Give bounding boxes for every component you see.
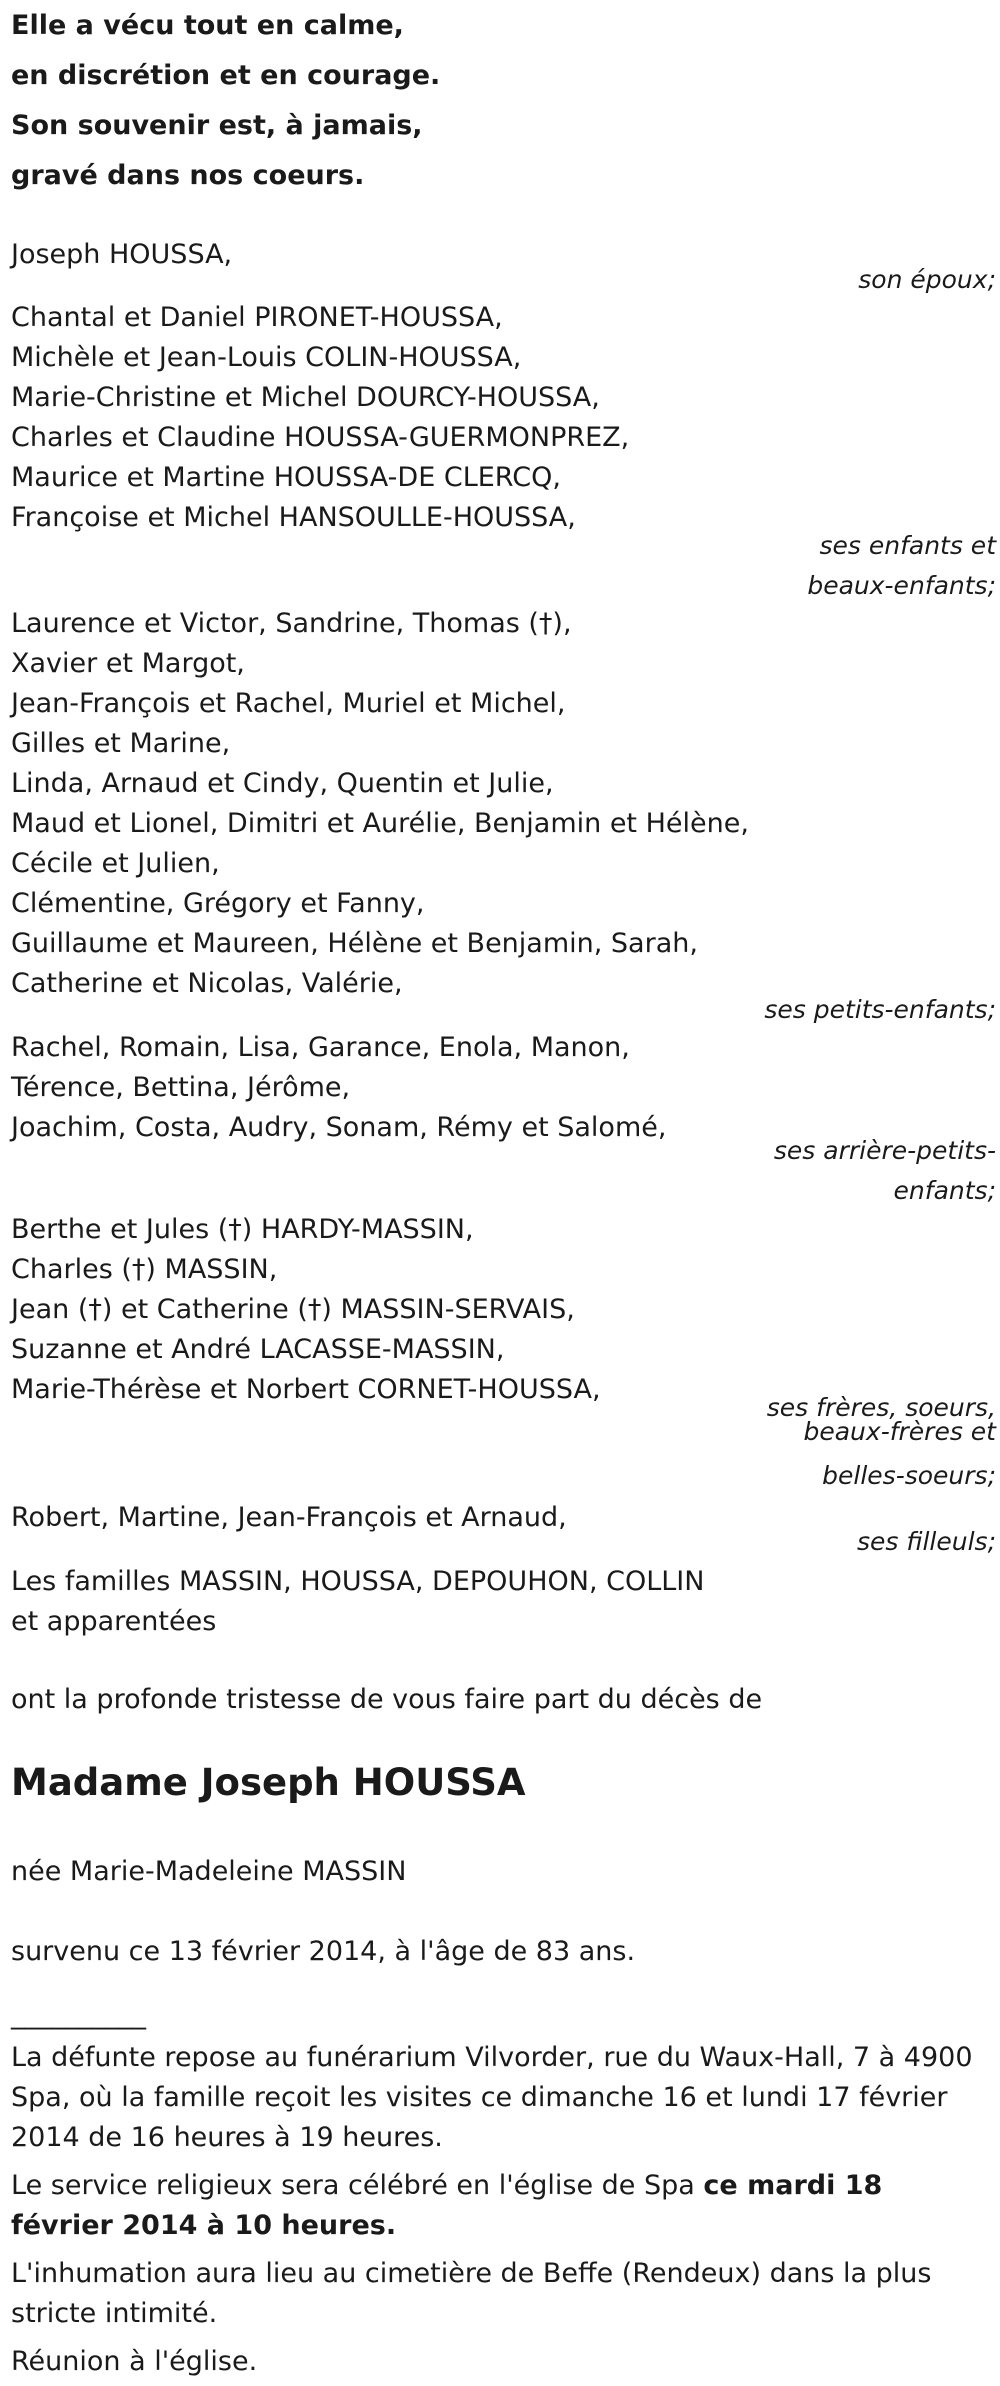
great-grandchildren-name: Rachel, Romain, Lisa, Garance, Enola, Manon, [11, 1032, 630, 1063]
godchildren-relation: ses filleuls; [856, 1527, 996, 1556]
spouse-name: Joseph HOUSSA, [11, 239, 233, 270]
godchildren-name: Robert, Martine, Jean-François et Arnaud, [11, 1502, 567, 1533]
service-date-time: ce mardi 18 février 2014 à 10 heures. [11, 2170, 883, 2241]
service-paragraph [11, 2166, 981, 2246]
grandchildren-name: Cécile et Julien, [11, 848, 220, 879]
children-name: Françoise et Michel HANSOULLE-HOUSSA, [11, 502, 576, 533]
obituary-page [11, 0, 996, 2386]
funerarium-paragraph: La défunte repose au funérarium Vilvorder, rue du Waux-Hall, 7 à 4900 Spa, où la famille reçoit les visites ce dimanche 16 et lundi 17 février 2014 de 16 heures à 19 heures. [11, 2042, 973, 2153]
grandchildren-name: Guillaume et Maureen, Hélène et Benjamin, Sarah, [11, 928, 698, 959]
siblings-name: Charles (†) MASSIN, [11, 1254, 278, 1285]
children-relation: beaux-enfants; [807, 571, 996, 600]
children-name: Michèle et Jean-Louis COLIN-HOUSSA, [11, 342, 522, 373]
maiden-name: née Marie-Madeleine MASSIN [11, 1856, 407, 1887]
grandchildren-name: Jean-François et Rachel, Muriel et Michel, [11, 688, 566, 719]
great-grandchildren-relation: enfants; [893, 1176, 996, 1205]
children-name: Chantal et Daniel PIRONET-HOUSSA, [11, 302, 503, 333]
grandchildren-name: Gilles et Marine, [11, 728, 231, 759]
siblings-name: Jean (†) et Catherine (†) MASSIN-SERVAIS, [11, 1294, 575, 1325]
poem-line: Son souvenir est, à jamais, [11, 110, 423, 141]
siblings-name: Suzanne et André LACASSE-MASSIN, [11, 1334, 505, 1365]
spouse-relation: son époux; [858, 265, 996, 294]
burial-paragraph: L'inhumation aura lieu au cimetière de Beffe (Rendeux) dans la plus stricte intimité. [11, 2258, 932, 2329]
siblings-relation: beaux-frères et [803, 1417, 996, 1446]
grandchildren-name: Maud et Lionel, Dimitri et Aurélie, Benjamin et Hélène, [11, 808, 749, 839]
families-line: et apparentées [11, 1606, 217, 1637]
grandchildren-name: Xavier et Margot, [11, 648, 245, 679]
poem-line: gravé dans nos coeurs. [11, 160, 365, 191]
children-name: Marie-Christine et Michel DOURCY-HOUSSA, [11, 382, 600, 413]
great-grandchildren-name: Térence, Bettina, Jérôme, [11, 1072, 351, 1103]
families-line: Les familles MASSIN, HOUSSA, DEPOUHON, COLLIN [11, 1566, 705, 1597]
grandchildren-name: Catherine et Nicolas, Valérie, [11, 968, 403, 999]
siblings-relation: belles-soeurs; [822, 1461, 996, 1490]
children-relation: ses enfants et [819, 531, 996, 560]
poem-line: en discrétion et en courage. [11, 60, 441, 91]
announcement-text: ont la profonde tristesse de vous faire part du décès de [11, 1684, 763, 1715]
great-grandchildren-name: Joachim, Costa, Audry, Sonam, Rémy et Salomé, [11, 1112, 667, 1143]
deceased-title: Madame Joseph HOUSSA [11, 1761, 526, 1804]
poem-line: Elle a vécu tout en calme, [11, 10, 404, 41]
siblings-name: Marie-Thérèse et Norbert CORNET-HOUSSA, [11, 1374, 601, 1405]
great-grandchildren-relation: ses arrière-petits- [773, 1136, 996, 1165]
grandchildren-name: Clémentine, Grégory et Fanny, [11, 888, 425, 919]
grandchildren-name: Laurence et Victor, Sandrine, Thomas (†), [11, 608, 572, 639]
siblings-name: Berthe et Jules (†) HARDY-MASSIN, [11, 1214, 474, 1245]
siblings-relation: ses frères, soeurs, [766, 1393, 996, 1422]
death-date: survenu ce 13 février 2014, à l'âge de 83 ans. [11, 1936, 636, 1967]
meeting-paragraph: Réunion à l'église. [11, 2346, 258, 2377]
service-text: Le service religieux sera célébré en l'église de Spa [11, 2170, 704, 2201]
children-name: Charles et Claudine HOUSSA-GUERMONPREZ, [11, 422, 630, 453]
grandchildren-relation: ses petits-enfants; [764, 995, 996, 1024]
grandchildren-name: Linda, Arnaud et Cindy, Quentin et Julie, [11, 768, 554, 799]
children-name: Maurice et Martine HOUSSA-DE CLERCQ, [11, 462, 561, 493]
separator-line: __________ [11, 1999, 146, 2030]
